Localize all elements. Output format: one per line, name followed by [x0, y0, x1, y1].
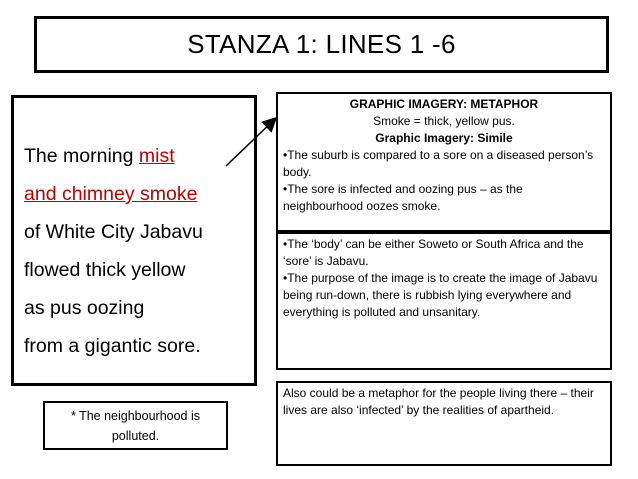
- interpretation-bullet-2: •The purpose of the image is to create the image of Jabavu being run-down, there is rubbish lying everywhere and everything is polluted and unsanitary.: [283, 271, 598, 319]
- note-text: * The neighbourhood is polluted.: [70, 409, 201, 443]
- highlight-chimney-smoke: and chimney smoke: [24, 183, 198, 205]
- poem-line-3: of White City Jabavu: [24, 221, 203, 243]
- slide-title: STANZA 1: LINES 1 -6: [187, 29, 456, 59]
- simile-heading: Graphic Imagery: Simile: [375, 131, 513, 145]
- apartheid-text: Also could be a metaphor for the people living there – their lives are also ‘infected’ by the realities of apartheid.: [283, 386, 594, 417]
- metaphor-heading: GRAPHIC IMAGERY: METAPHOR: [349, 97, 539, 111]
- highlight-mist: mist: [138, 145, 175, 167]
- poem-line-1-text: The morning: [24, 145, 139, 167]
- interpretation-bullet-1: •The ‘body’ can be either Soweto or South Africa and the ‘sore’ is Jabavu.: [283, 237, 584, 268]
- poem-line-6: from a gigantic sore.: [24, 335, 201, 357]
- metaphor-subheading: Smoke = thick, yellow pus.: [373, 114, 515, 128]
- poem-line-5: as pus oozing: [24, 297, 145, 319]
- poem-line-4: flowed thick yellow: [24, 259, 186, 281]
- simile-bullet-1: •The suburb is compared to a sore on a diseased person’s body.: [283, 148, 594, 179]
- simile-bullet-2: •The sore is infected and oozing pus – as the neighbourhood oozes smoke.: [283, 182, 523, 213]
